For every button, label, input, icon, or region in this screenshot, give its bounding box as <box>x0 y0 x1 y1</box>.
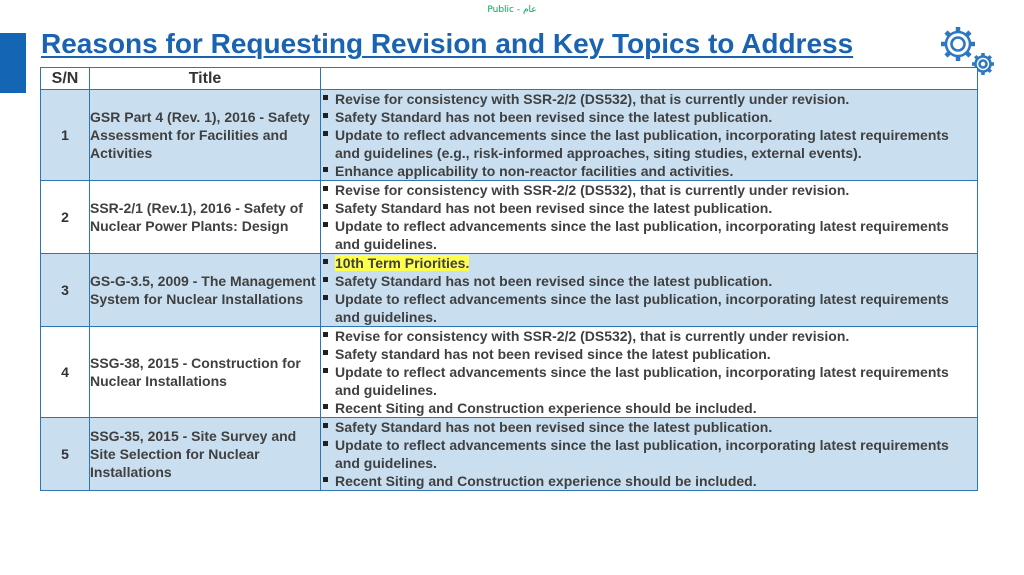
topic-item: Update to reflect advancements since the last publication, incorporating latest requirements and guidelines. <box>321 363 977 399</box>
topic-item: Safety Standard has not been revised since the latest publication. <box>321 199 977 217</box>
row-title: SSG-35, 2015 - Site Survey and Site Selection for Nuclear Installations <box>90 418 321 491</box>
row-sn: 1 <box>41 90 90 181</box>
topic-item: Safety standard has not been revised since the latest publication. <box>321 345 977 363</box>
column-header-sn: S/N <box>41 68 90 90</box>
topic-item: Safety Standard has not been revised since the latest publication. <box>321 272 977 290</box>
topic-item: Recent Siting and Construction experience should be included. <box>321 399 977 417</box>
topic-item: Recent Siting and Construction experience should be included. <box>321 472 977 490</box>
row-title: GSR Part 4 (Rev. 1), 2016 - Safety Assessment for Facilities and Activities <box>90 90 321 181</box>
row-title: GS-G-3.5, 2009 - The Management System for Nuclear Installations <box>90 254 321 327</box>
highlighted-priority: 10th Term Priorities. <box>335 255 470 271</box>
row-title: SSG-38, 2015 - Construction for Nuclear Installations <box>90 327 321 418</box>
topic-item: Enhance applicability to non-reactor facilities and activities. <box>321 162 977 180</box>
column-header-title: Title <box>90 68 321 90</box>
row-topics <box>321 254 978 327</box>
topic-item: Safety Standard has not been revised since the latest publication. <box>321 418 977 436</box>
topic-item: Revise for consistency with SSR-2/2 (DS532), that is currently under revision. <box>321 90 977 108</box>
classification-label: Public - عام <box>487 5 537 15</box>
row-topics <box>321 90 978 181</box>
row-title: SSR-2/1 (Rev.1), 2016 - Safety of Nuclear Power Plants: Design <box>90 181 321 254</box>
row-sn: 2 <box>41 181 90 254</box>
table-row <box>41 90 978 181</box>
table-row <box>41 181 978 254</box>
topic-item: Update to reflect advancements since the last publication, incorporating latest requirements and guidelines. <box>321 217 977 253</box>
row-topics <box>321 418 978 491</box>
revision-table <box>40 67 978 491</box>
row-sn: 4 <box>41 327 90 418</box>
topic-item: Revise for consistency with SSR-2/2 (DS532), that is currently under revision. <box>321 181 977 199</box>
row-topics <box>321 327 978 418</box>
row-sn: 3 <box>41 254 90 327</box>
table-header-row <box>41 68 978 90</box>
topic-item: Safety Standard has not been revised since the latest publication. <box>321 108 977 126</box>
topic-item: Update to reflect advancements since the last publication, incorporating latest requirements and guidelines. <box>321 436 977 472</box>
topic-item: Update to reflect advancements since the last publication, incorporating latest requirements and guidelines. <box>321 290 977 326</box>
table-row <box>41 327 978 418</box>
page-title: Reasons for Requesting Revision and Key Topics to Address <box>41 28 854 59</box>
row-topics <box>321 181 978 254</box>
table-row <box>41 254 978 327</box>
topic-item <box>321 254 977 272</box>
topic-item: Revise for consistency with SSR-2/2 (DS532), that is currently under revision. <box>321 327 977 345</box>
accent-bar <box>0 33 26 93</box>
topic-item: Update to reflect advancements since the last publication, incorporating latest requirements and guidelines (e.g., risk-informed approaches, siting studies, external events). <box>321 126 977 162</box>
column-header-topics <box>321 68 978 90</box>
table-row <box>41 418 978 491</box>
row-sn: 5 <box>41 418 90 491</box>
